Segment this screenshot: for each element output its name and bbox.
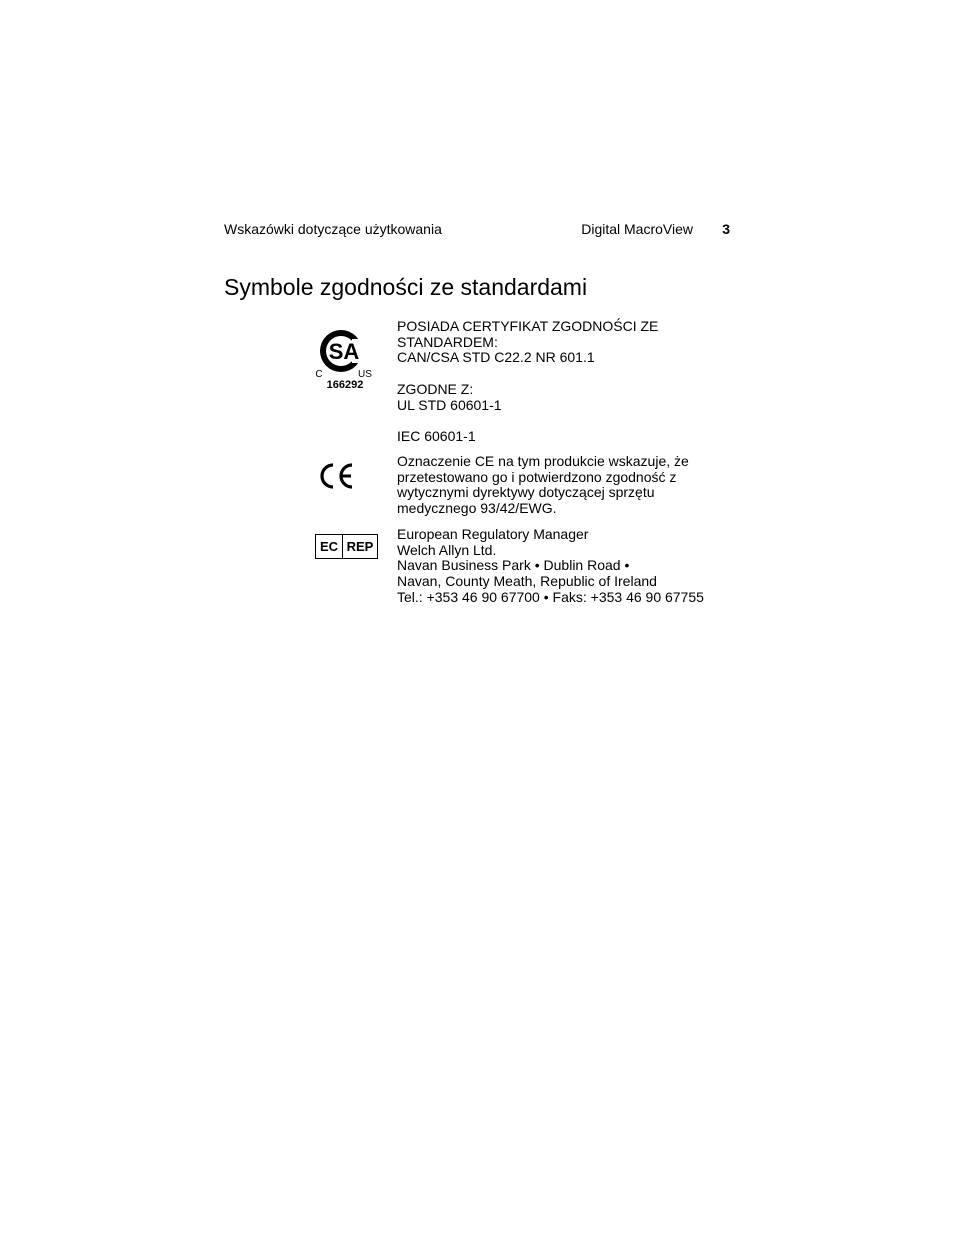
ce-line: przetestowano go i potwierdzono zgodność z xyxy=(397,468,677,485)
ce-description xyxy=(397,454,689,517)
ec-label: EC xyxy=(316,535,343,558)
ce-line: wytycznymi dyrektywy dotyczącej sprzętu xyxy=(397,484,655,501)
page-title: Symbole zgodności ze standardami xyxy=(224,274,588,300)
svg-text:SA: SA xyxy=(328,339,360,364)
csa-line: ZGODNE Z: xyxy=(397,380,474,397)
csa-mark xyxy=(314,322,376,394)
address-line: Welch Allyn Ltd. xyxy=(397,541,497,558)
rep-label: REP xyxy=(346,539,374,554)
header-section-title: Wskazówki dotyczące użytkowania xyxy=(224,221,442,237)
csa-certification-mark-icon xyxy=(314,322,376,382)
csa-certificate-number: 166292 xyxy=(326,379,364,391)
address-line: Tel.: +353 46 90 67700 • Faks: +353 46 90 67755 xyxy=(397,588,704,605)
ce-mark-icon xyxy=(318,462,356,490)
ce-line: medycznego 93/42/EWG. xyxy=(397,500,557,517)
header-document-title: Digital MacroView xyxy=(581,221,693,237)
csa-mark-c-label: C xyxy=(315,369,323,380)
header-page-number: 3 xyxy=(722,221,730,237)
address-line: European Regulatory Manager xyxy=(397,526,589,542)
ce-line: Oznaczenie CE na tym produkcie wskazuje, że xyxy=(397,453,689,469)
csa-line: POSIADA CERTYFIKAT ZGODNOŚCI ZE xyxy=(397,318,659,334)
ec-rep-address xyxy=(397,527,704,606)
page-header xyxy=(224,221,730,239)
csa-description xyxy=(397,319,658,445)
csa-line: IEC 60601-1 xyxy=(397,427,476,444)
csa-line: CAN/CSA STD C22.2 NR 601.1 xyxy=(397,349,595,366)
csa-line xyxy=(397,366,658,382)
csa-line: UL STD 60601-1 xyxy=(397,396,502,413)
csa-mark-us-label: US xyxy=(358,369,372,380)
csa-line: STANDARDEM: xyxy=(397,333,498,350)
address-line: Navan Business Park • Dublin Road • xyxy=(397,557,630,574)
csa-line xyxy=(397,413,658,429)
ec-rep-symbol xyxy=(315,534,378,559)
ce-mark xyxy=(318,462,356,490)
address-line: Navan, County Meath, Republic of Ireland xyxy=(397,573,657,590)
